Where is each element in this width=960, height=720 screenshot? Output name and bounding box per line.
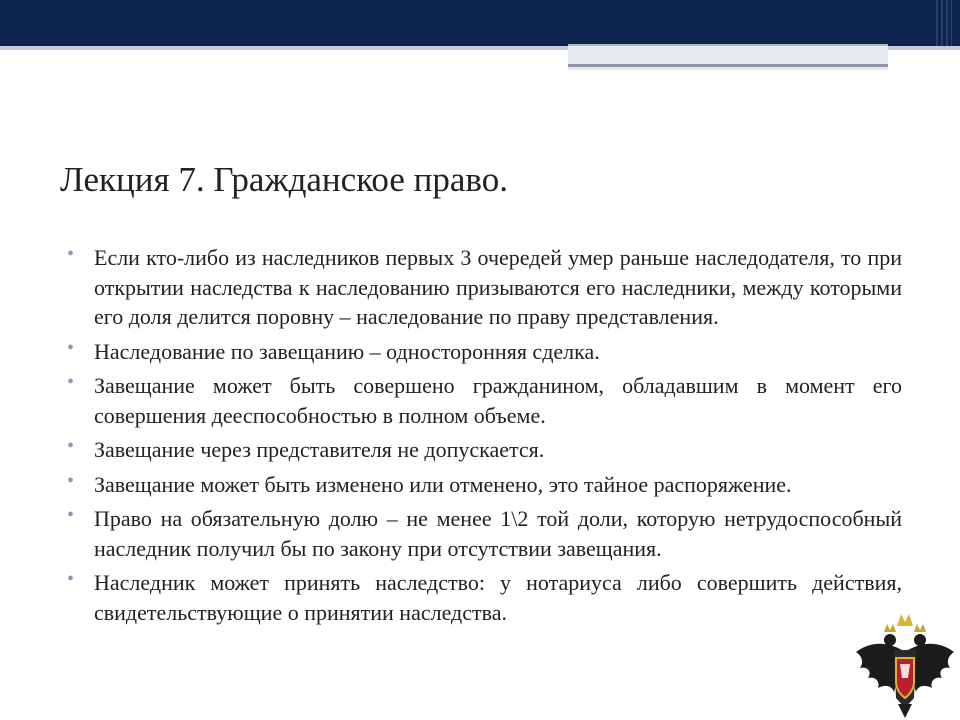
bullet-text: Наследник может принять наследство: у нотариуса либо совершить действия, свидетельствующие о принятии наследства. xyxy=(94,570,902,625)
bullet-dot-icon: • xyxy=(67,435,75,457)
bullet-list xyxy=(67,243,902,632)
header-stripes xyxy=(936,0,952,46)
bullet-text: Завещание через представителя не допускается. xyxy=(94,437,545,462)
bullet-text: Завещание может быть совершено гражданином, обладавшим в момент его совершения дееспособностью в полном объеме. xyxy=(94,373,902,428)
coat-of-arms-icon xyxy=(850,612,960,720)
bullet-item xyxy=(67,470,902,500)
bullet-text: Если кто-либо из наследников первых 3 очередей умер раньше наследодателя, то при открытии наследства к наследованию призываются его наследники, между которыми его доля делится поровну – наследование по праву представления. xyxy=(94,245,902,329)
bullet-dot-icon: • xyxy=(67,371,75,393)
slide-title: Лекция 7. Гражданское право. xyxy=(60,160,508,199)
bullet-dot-icon: • xyxy=(67,568,75,590)
bullet-item xyxy=(67,504,902,563)
bullet-text: Завещание может быть изменено или отменено, это тайное распоряжение. xyxy=(94,471,792,497)
header-bar xyxy=(0,0,960,46)
bullet-item xyxy=(67,337,902,367)
bullet-item xyxy=(67,568,902,627)
bullet-dot-icon: • xyxy=(67,243,75,265)
bullet-dot-icon: • xyxy=(67,504,75,526)
bullet-text: Наследование по завещанию – односторонняя сделка. xyxy=(94,338,600,364)
header-accent-stripe xyxy=(568,64,888,67)
bullet-item xyxy=(67,243,902,332)
bullet-text: Право на обязательную долю – не менее 1\2 той доли, которую нетрудоспособный наследник получил бы по закону при отсутствии завещания. xyxy=(94,506,902,561)
bullet-item xyxy=(67,435,902,465)
bullet-dot-icon: • xyxy=(67,469,75,492)
bullet-item xyxy=(67,371,902,430)
bullet-dot-icon: • xyxy=(67,336,75,359)
